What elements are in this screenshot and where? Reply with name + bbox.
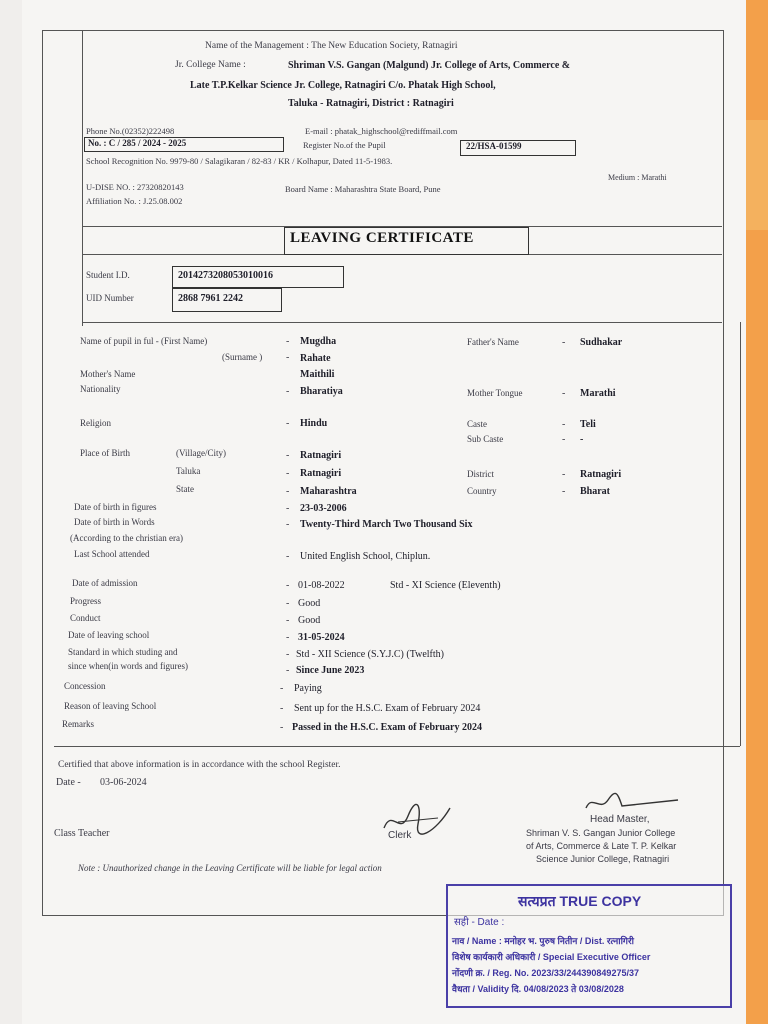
remarks: Passed in the H.S.C. Exam of February 2024 (292, 722, 482, 733)
tongue-label: Mother Tongue (467, 388, 523, 398)
leaving-date-label: Date of leaving school (68, 630, 150, 640)
nationality: Bharatiya (300, 386, 343, 397)
note: Note : Unauthorized change in the Leaving Certificate will be liable for legal action (78, 863, 382, 873)
college-line-3: Taluka - Ratnagiri, District : Ratnagiri (288, 98, 454, 109)
class-teacher-label: Class Teacher (54, 828, 110, 839)
clerk-label: Clerk (388, 830, 412, 841)
state-label: State (176, 484, 194, 494)
table-bottom-rule (54, 746, 740, 747)
management-name: Name of the Management : The New Education Society, Ratnagiri (205, 41, 458, 51)
religion-label: Religion (80, 418, 111, 428)
pob-label: Place of Birth (80, 448, 130, 458)
dob-words: Twenty-Third March Two Thousand Six (300, 519, 473, 530)
standard: Std - XII Science (S.Y.J.C) (Twelfth) (296, 649, 444, 660)
student-id-label: Student I.D. (86, 270, 130, 280)
affiliation-number: Affiliation No. : J.25.08.002 (86, 196, 183, 206)
surname: Rahate (300, 353, 331, 364)
nationality-label: Nationality (80, 384, 121, 394)
taluka-label: Taluka (176, 466, 201, 476)
certified-statement: Certified that above information is in accordance with the school Register. (58, 760, 341, 770)
dob-words-label: Date of birth in Words (74, 517, 155, 527)
uid-number: 2868 7961 2242 (178, 293, 243, 304)
dob-words-label-2: (According to the christian era) (70, 533, 183, 543)
dob-figures: 23-03-2006 (300, 503, 347, 514)
leaving-date: 31-05-2024 (298, 632, 345, 643)
table-right-rule (740, 322, 741, 746)
concession: Paying (294, 683, 322, 694)
admission-label: Date of admission (72, 578, 138, 588)
email-address: E-mail : phatak_highschool@rediffmail.com (305, 126, 458, 136)
head-master-label: Head Master, (590, 814, 650, 825)
caste-label: Caste (467, 419, 487, 429)
standard-label-1: Standard in which studing and (68, 647, 178, 657)
college-line-1: Shriman V.S. Gangan (Malgund) Jr. College of Arts, Commerce & (288, 60, 571, 71)
reason-label: Reason of leaving School (64, 701, 157, 711)
village: Ratnagiri (300, 450, 342, 461)
father-name: Sudhakar (580, 337, 623, 348)
true-copy-stamp (446, 884, 732, 1008)
stamp-sign-line: सही - Date : (454, 917, 505, 928)
certificate-title: LEAVING CERTIFICATE (290, 230, 474, 246)
admission-standard: Std - XI Science (Eleventh) (390, 580, 501, 591)
hm-line-1: Shriman V. S. Gangan Junior College (526, 828, 676, 838)
last-school: United English School, Chiplun. (300, 551, 431, 562)
stamp-officer-line: विशेष कार्यकारी अधिकारी / Special Executive Officer (452, 952, 651, 962)
dob-figures-label: Date of birth in figures (74, 502, 157, 512)
certificate-number: No. : C / 285 / 2024 - 2025 (88, 138, 187, 148)
board-name: Board Name : Maharashtra State Board, Pune (285, 184, 441, 194)
recognition-number: School Recognition No. 9979-80 / Salagikaran / 82-83 / KR / Kolhapur, Dated 11-5-1983. (86, 156, 393, 166)
subcaste: - (580, 434, 584, 445)
standard-label-2: since when(in words and figures) (68, 661, 188, 671)
udise-number: U-DISE NO. : 27320820143 (86, 182, 184, 192)
name-label: Name of pupil in ful - (First Name) (80, 336, 208, 346)
issue-date: 03-06-2024 (100, 777, 147, 788)
mother-name: Maithili (300, 369, 335, 380)
medium: Medium : Marathi (608, 173, 667, 182)
remarks-label: Remarks (62, 719, 94, 729)
religion: Hindu (300, 418, 328, 429)
conduct: Good (298, 615, 321, 626)
college-line-2: Late T.P.Kelkar Science Jr. College, Ratnagiri C/o. Phatak High School, (190, 80, 496, 91)
stamp-title: सत्यप्रत TRUE COPY (518, 893, 642, 909)
village-label: (Village/City) (176, 448, 226, 458)
stamp-reg-line: नोंदणी क्र. / Reg. No. 2023/33/244390849275/37 (452, 968, 639, 978)
progress-label: Progress (70, 596, 101, 606)
subcaste-label: Sub Caste (467, 434, 504, 444)
ids-rule (82, 322, 722, 323)
college-label: Jr. College Name : (175, 60, 246, 70)
admission-date: 01-08-2022 (298, 580, 345, 591)
country-label: Country (467, 486, 497, 496)
date-label: Date - (56, 777, 81, 788)
district-label: District (467, 469, 494, 479)
mother-label: Mother's Name (80, 369, 136, 379)
stamp-name-line: नाव / Name : मनोहर भ. पुरुष नितीन / Dist. रत्नागिरी (452, 936, 635, 946)
hm-line-2: of Arts, Commerce & Late T. P. Kelkar (526, 841, 677, 851)
country: Bharat (580, 486, 610, 497)
state: Maharashtra (300, 486, 357, 497)
uid-label: UID Number (86, 293, 134, 303)
mother-tongue: Marathi (580, 388, 616, 399)
caste: Teli (580, 419, 596, 430)
taluka: Ratnagiri (300, 468, 342, 479)
last-school-label: Last School attended (74, 549, 150, 559)
concession-label: Concession (64, 681, 106, 691)
hm-line-3: Science Junior College, Ratnagiri (536, 854, 670, 864)
district: Ratnagiri (580, 469, 622, 480)
conduct-label: Conduct (70, 613, 101, 623)
reason: Sent up for the H.S.C. Exam of February 2024 (294, 703, 481, 714)
register-number: 22/HSA-01599 (466, 141, 522, 151)
first-name: Mugdha (300, 336, 337, 347)
student-id: 2014273208053010016 (178, 270, 273, 281)
father-label: Father's Name (467, 337, 519, 347)
progress: Good (298, 598, 321, 609)
stamp-validity-line: वैधता / Validity दि. 04/08/2023 ते 03/08/2028 (452, 984, 624, 994)
surname-label: (Surname ) (222, 352, 263, 362)
inner-left-rule (82, 30, 83, 326)
phone-number: Phone No.(02352)222498 (86, 126, 175, 136)
register-label: Register No.of the Pupil (303, 140, 386, 150)
since-date: Since June 2023 (296, 665, 365, 676)
